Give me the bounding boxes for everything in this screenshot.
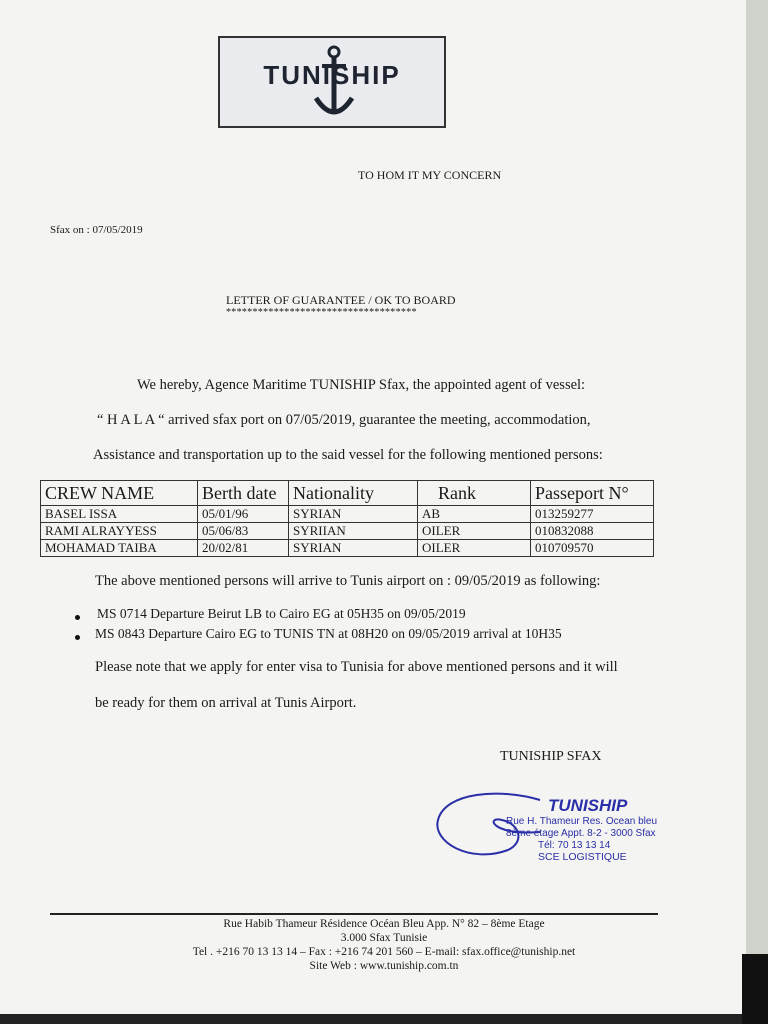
crew-name: RAMI ALRAYYESS bbox=[41, 523, 198, 540]
intro-line-1: We hereby, Agence Maritime TUNISHIP Sfax, the appointed agent of vessel: bbox=[137, 377, 586, 393]
table-header-row bbox=[41, 481, 654, 506]
rank: OILER bbox=[418, 540, 531, 557]
passport-number: 013259277 bbox=[531, 506, 654, 523]
passport-number: 010832088 bbox=[531, 523, 654, 540]
intro-line-2: “ H A L A “ arrived sfax port on 07/05/2019, guarantee the meeting, accommodation, bbox=[97, 412, 591, 428]
page-corner-shadow bbox=[742, 954, 768, 1024]
subject-title: LETTER OF GUARANTEE / OK TO BOARD bbox=[226, 293, 456, 307]
footer-contact: Tel . +216 70 13 13 14 – Fax : +216 74 201 560 – E-mail: sfax.office@tuniship.net bbox=[192, 946, 576, 958]
arrival-line: The above mentioned persons will arrive to Tunis airport on : 09/05/2019 as following: bbox=[95, 573, 601, 589]
rank: AB bbox=[418, 506, 531, 523]
column-header: CREW NAME bbox=[41, 481, 198, 506]
stamp-line: 8ème étage Appt. 8-2 - 3000 Sfax bbox=[506, 828, 656, 839]
intro-line-3: Assistance and transportation up to the said vessel for the following mentioned persons: bbox=[93, 447, 603, 463]
column-header: Berth date bbox=[198, 481, 289, 506]
table-row bbox=[41, 523, 654, 540]
nationality: SYRIAN bbox=[289, 506, 418, 523]
crew-table bbox=[40, 480, 654, 557]
table-row bbox=[41, 506, 654, 523]
crew-name: BASEL ISSA bbox=[41, 506, 198, 523]
column-header: Nationality bbox=[289, 481, 418, 506]
bullet-icon bbox=[75, 615, 80, 620]
crew-name: MOHAMAD TAIBA bbox=[41, 540, 198, 557]
page-title: TO HOM IT MY CONCERN bbox=[358, 168, 502, 182]
passport-number: 010709570 bbox=[531, 540, 654, 557]
rank: OILER bbox=[418, 523, 531, 540]
visa-note-line-2: be ready for them on arrival at Tunis Airport. bbox=[95, 695, 357, 711]
logo-text: TUNISHIP bbox=[263, 60, 401, 90]
stamp-line: SCE LOGISTIQUE bbox=[538, 851, 627, 863]
signature-label: TUNISHIP SFAX bbox=[500, 749, 602, 764]
company-logo bbox=[218, 36, 446, 128]
flight-item: MS 0714 Departure Beirut LB to Cairo EG at 05H35 on 09/05/2019 bbox=[97, 606, 466, 621]
berth-date: 20/02/81 bbox=[198, 540, 289, 557]
berth-date: 05/01/96 bbox=[198, 506, 289, 523]
berth-date: 05/06/83 bbox=[198, 523, 289, 540]
column-header: Passeport N° bbox=[531, 481, 654, 506]
bullet-icon bbox=[75, 635, 80, 640]
page-edge-right bbox=[746, 0, 768, 1024]
page-edge-bottom bbox=[0, 1014, 768, 1024]
stamp-line: Rue H. Thameur Res. Ocean bleu bbox=[506, 816, 658, 827]
stamp-name: TUNISHIP bbox=[548, 796, 628, 815]
flight-item: MS 0843 Departure Cairo EG to TUNIS TN at 08H20 on 09/05/2019 arrival at 10H35 bbox=[95, 626, 562, 641]
footer-divider bbox=[50, 913, 658, 915]
column-header: Rank bbox=[418, 481, 531, 506]
nationality: SYRIIAN bbox=[289, 523, 418, 540]
stamp-line: Tél: 70 13 13 14 bbox=[538, 840, 611, 851]
date-line: Sfax on : 07/05/2019 bbox=[50, 224, 143, 236]
nationality: SYRIAN bbox=[289, 540, 418, 557]
footer-address: Rue Habib Thameur Résidence Océan Bleu App. N° 82 – 8ème Etage bbox=[223, 918, 545, 930]
footer-website: Site Web : www.tuniship.com.tn bbox=[309, 960, 459, 972]
footer-city: 3.000 Sfax Tunisie bbox=[340, 932, 428, 944]
table-row bbox=[41, 540, 654, 557]
subject-underline: ************************************ bbox=[226, 307, 417, 318]
visa-note-line-1: Please note that we apply for enter visa to Tunisia for above mentioned persons and it will bbox=[95, 659, 618, 675]
